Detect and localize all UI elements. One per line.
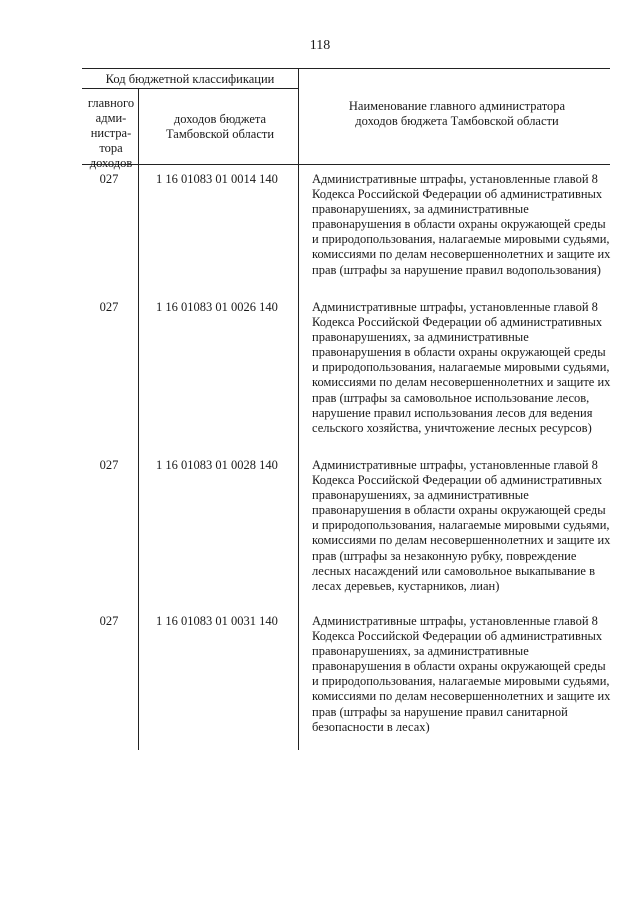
table-row-2-admin: 027: [99, 300, 119, 314]
table-row-2-code: 1 16 01083 01 0026 140: [156, 300, 278, 314]
header-divider-name: [298, 68, 299, 164]
header-bottom-rule: [82, 164, 610, 165]
header-col-admin: главного адми-нистра-тора доходов: [87, 96, 135, 170]
table-row-2-name: Административные штрафы, установленные главой 8 Кодекса Российской Федерации об административных правонарушениях, за административные правонарушения в области охраны окружающей среды и природопользования, налагаемые мировыми судьями, комиссиями по делам несовершеннолетних и защите их прав (штрафы за самовольное использование лесов, нарушение правил использования лесов для ведения сельского хозяйства, уничтожение лесных ресурсов): [312, 300, 611, 435]
table-row-1-code: 1 16 01083 01 0014 140: [156, 172, 278, 186]
table-row-3-name: Административные штрафы, установленные главой 8 Кодекса Российской Федерации об административных правонарушениях, за административные правонарушения в области охраны окружающей среды и природопользования, налагаемые мировыми судьями, комиссиями по делам несовершеннолетних и защите их прав (штрафы за незаконную рубку, повреждение лесных насаждений или самовольное выкапывание в лесах деревьев, кустарников, лиан): [312, 458, 611, 593]
table-row-3-admin: 027: [99, 458, 119, 472]
page-number: 118: [309, 38, 331, 53]
table-row-4-code: 1 16 01083 01 0031 140: [156, 614, 278, 628]
header-group-label: Код бюджетной классификации: [105, 72, 275, 86]
header-divider-admin: [138, 88, 139, 164]
header-col-name: Наименование главного администратора доходов бюджета Тамбовской области: [348, 99, 566, 128]
table-row-4-name: Административные штрафы, установленные главой 8 Кодекса Российской Федерации об административных правонарушениях, за административные правонарушения в области охраны окружающей среды и природопользования, налагаемые мировыми судьями, комиссиями по делам несовершеннолетних и защите их прав (штрафы за нарушение правил санитарной безопасности в лесах): [312, 614, 611, 734]
header-group-rule: [82, 88, 298, 89]
body-divider-admin: [138, 164, 139, 750]
table-row-4-admin: 027: [99, 614, 119, 628]
table-row-1-name: Административные штрафы, установленные главой 8 Кодекса Российской Федерации об административных правонарушениях, за административные правонарушения в области охраны окружающей среды и природопользования, налагаемые мировыми судьями, комиссиями по делам несовершеннолетних и защите их прав (штрафы за нарушение правил водопользования): [312, 172, 611, 277]
header-top-rule: [82, 68, 610, 69]
body-divider-name: [298, 164, 299, 750]
header-col-income: доходов бюджета Тамбовской области: [165, 112, 275, 141]
table-row-3-code: 1 16 01083 01 0028 140: [156, 458, 278, 472]
table-row-1-admin: 027: [99, 172, 119, 186]
